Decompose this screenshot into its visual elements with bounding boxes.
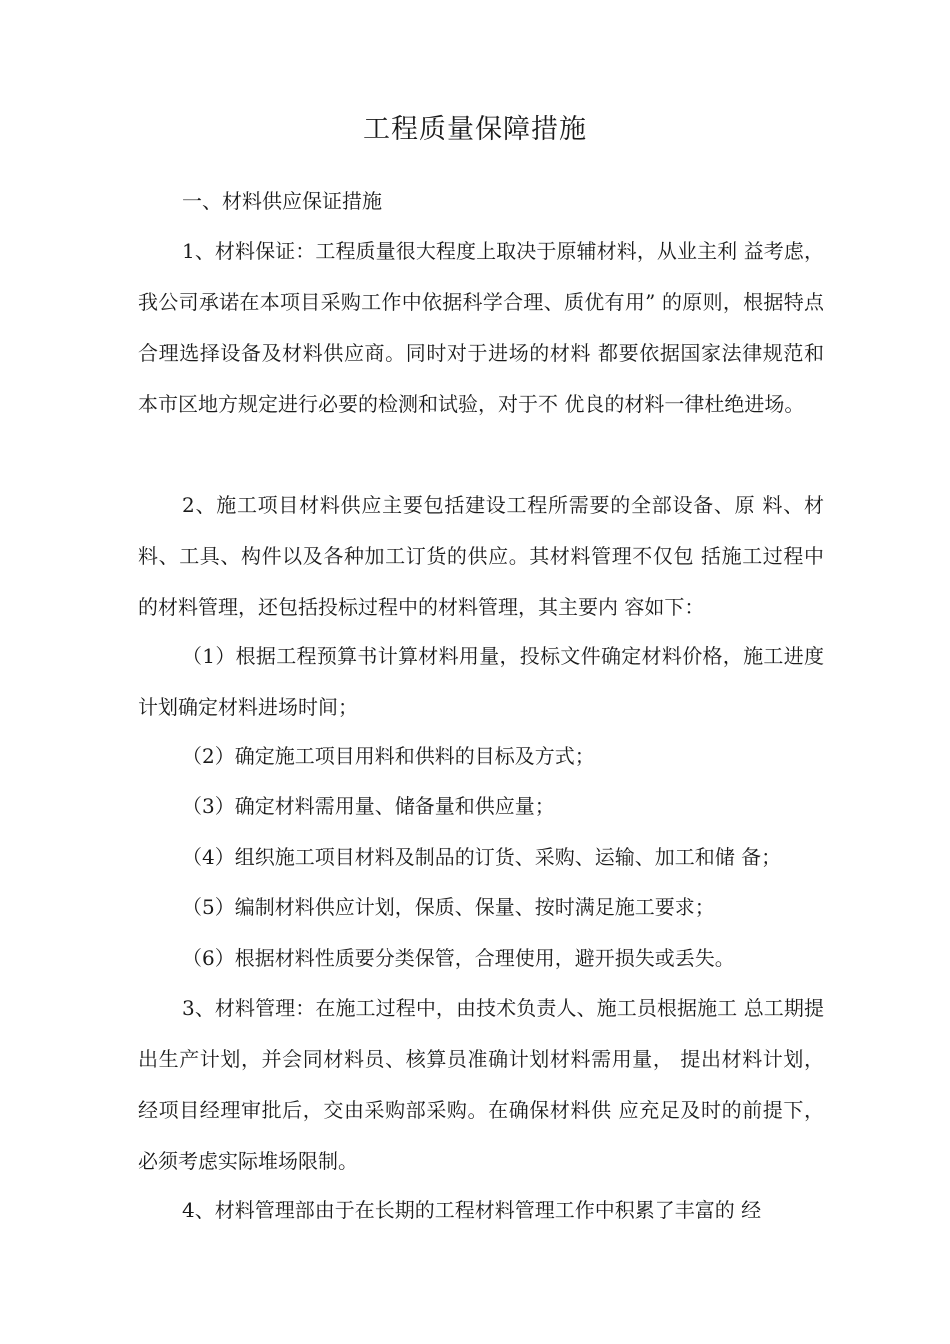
list-item-4: （4）组织施工项目材料及制品的订货、采购、运输、加工和储 备；: [182, 845, 782, 869]
list-item-2: （2）确定施工项目用料和供料的目标及方式；: [182, 744, 595, 768]
paragraph-material-department: 4、材料管理部由于在长期的工程材料管理工作中积累了丰富的 经: [182, 1198, 762, 1222]
paragraph-material-management: 3、材料管理：在施工过程中，由技术负责人、施工员根据施工 总工期提出生产计划，并会同材料员、核算员准确计划材料需用量， 提出材料计划，经项目经理审批后，交由采购部采购。在确保材料供 应充足及时的前提下，必须考虑实际堆场限制。: [138, 996, 824, 1173]
list-item-6: （6）根据材料性质要分类保管，合理使用，避开损失或丢失。: [182, 946, 735, 970]
list-item-3: （3）确定材料需用量、储备量和供应量；: [182, 794, 555, 818]
list-item-1: （1）根据工程预算书计算材料用量，投标文件确定材料价格，施工进度计划确定材料进场时间；: [138, 644, 824, 719]
document-title: 工程质量保障措施: [363, 114, 587, 145]
section-heading: 一、材料供应保证措施: [182, 189, 382, 213]
paragraph-material-guarantee: 1、材料保证：工程质量很大程度上取决于原辅材料，从业主利 益考虑，我公司承诺在本项目采购工作中依据科学合理、质优有用” 的原则，根据特点合理选择设备及材料供应商。同时对于进场的材料 都要依据国家法律规范和本市区地方规定进行必要的检测和试验，对于不 优良的材料一律杜绝进场。: [138, 239, 824, 416]
list-item-5: （5）编制材料供应计划，保质、保量、按时满足施工要求；: [182, 895, 715, 919]
paragraph-material-supply-scope: 2、施工项目材料供应主要包括建设工程所需要的全部设备、原 料、材料、工具、构件以及各种加工订货的供应。其材料管理不仅包 括施工过程中的材料管理，还包括投标过程中的材料管理，其主要内 容如下：: [138, 493, 824, 619]
